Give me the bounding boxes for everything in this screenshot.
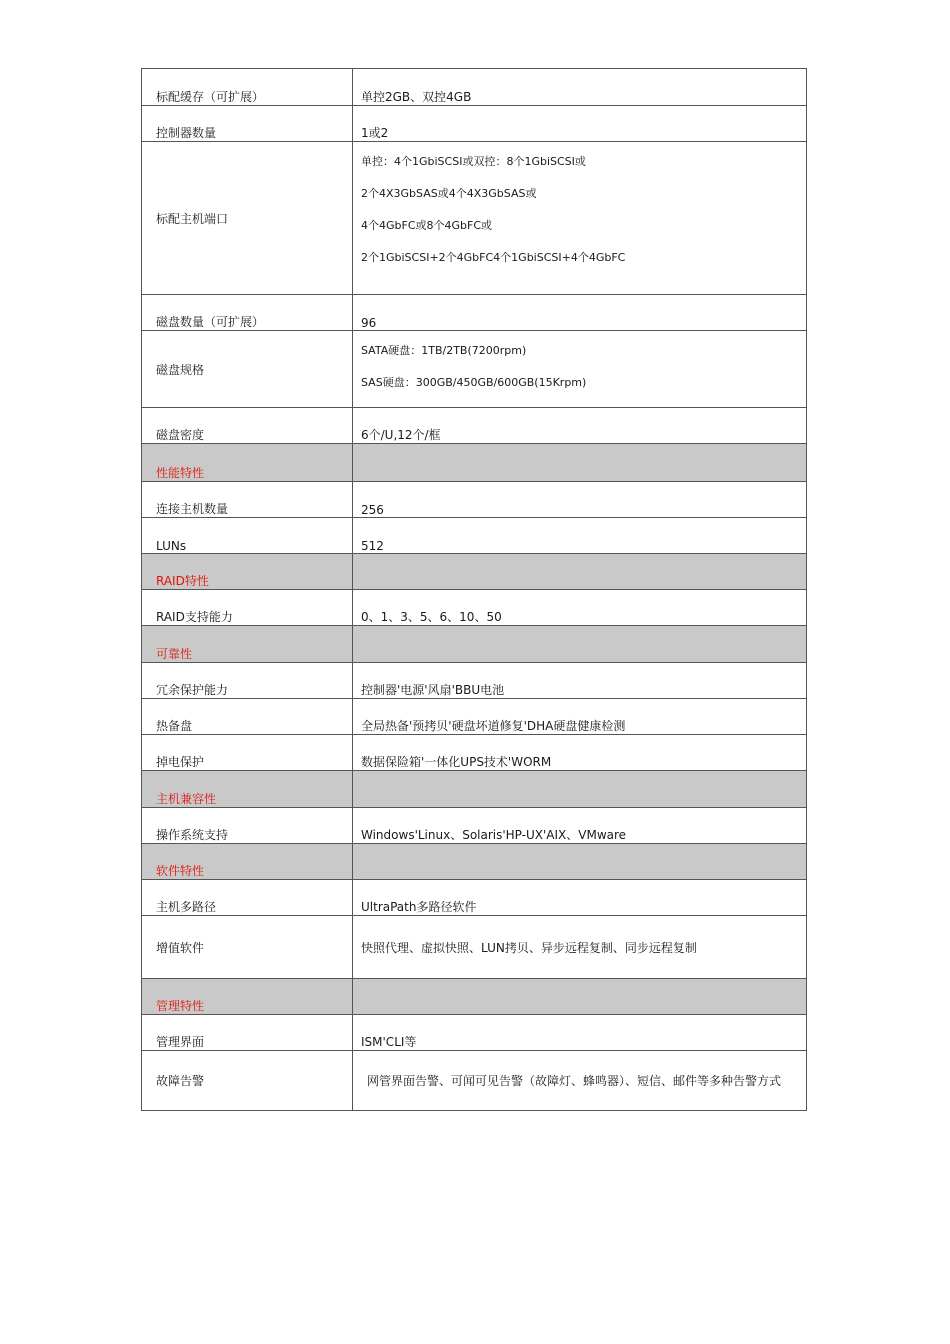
row-value: 6个/U,12个/框 <box>353 408 807 444</box>
row-value: ISM'CLI等 <box>353 1015 807 1051</box>
table-row <box>142 880 807 916</box>
table-row <box>142 1015 807 1051</box>
row-value: 512 <box>353 518 807 554</box>
row-label: 控制器数量 <box>142 106 353 142</box>
row-label: 连接主机数量 <box>142 482 353 518</box>
section-header-row <box>142 444 807 482</box>
section-header-row <box>142 979 807 1015</box>
row-label: 热备盘 <box>142 699 353 735</box>
spec-table <box>141 68 807 1111</box>
row-label: RAID支持能力 <box>142 590 353 626</box>
row-label: 标配缓存（可扩展） <box>142 69 353 106</box>
value-line: SAS硬盘：300GB/450GB/600GB(15Krpm) <box>361 376 587 389</box>
row-label: LUNs <box>142 518 353 554</box>
table-row <box>142 735 807 771</box>
value-line: 4个4GbFC或8个4GbFC或 <box>361 219 493 232</box>
row-value <box>353 142 807 295</box>
value-line: 2个1GbiSCSI+2个4GbFC4个1GbiSCSI+4个4GbFC <box>361 251 626 264</box>
row-value: 96 <box>353 295 807 331</box>
section-title: 可靠性 <box>142 626 353 663</box>
row-value: 256 <box>353 482 807 518</box>
value-line: SATA硬盘：1TB/2TB(7200rpm) <box>361 344 527 357</box>
section-title: 管理特性 <box>142 979 353 1015</box>
row-value: 全局热备'预拷贝'硬盘坏道修复'DHA硬盘健康检测 <box>353 699 807 735</box>
row-label: 主机多路径 <box>142 880 353 916</box>
value-line: 2个4X3GbSAS或4个4X3GbSAS或 <box>361 187 537 200</box>
table-row <box>142 142 807 295</box>
table-row <box>142 1051 807 1111</box>
table-row <box>142 482 807 518</box>
section-title: 性能特性 <box>142 444 353 482</box>
row-label: 标配主机端口 <box>142 142 353 295</box>
section-title: 主机兼容性 <box>142 771 353 808</box>
table-row <box>142 663 807 699</box>
value-line: 单控：4个1GbiSCSI或双控：8个1GbiSCSI或 <box>361 155 586 168</box>
row-label: 磁盘规格 <box>142 331 353 408</box>
table-row <box>142 106 807 142</box>
row-label: 掉电保护 <box>142 735 353 771</box>
row-label: 操作系统支持 <box>142 808 353 844</box>
section-header-row <box>142 554 807 590</box>
row-value: 数据保险箱'一体化UPS技术'WORM <box>353 735 807 771</box>
row-label: 管理界面 <box>142 1015 353 1051</box>
row-label: 故障告警 <box>142 1051 353 1111</box>
table-row <box>142 590 807 626</box>
row-value: Windows'Linux、Solaris'HP-UX'AIX、VMware <box>353 808 807 844</box>
row-value: 快照代理、虚拟快照、LUN拷贝、异步远程复制、同步远程复制 <box>353 916 807 979</box>
row-label: 磁盘数量（可扩展） <box>142 295 353 331</box>
section-title: 软件特性 <box>142 844 353 880</box>
table-row <box>142 699 807 735</box>
table-row <box>142 408 807 444</box>
section-header-row <box>142 771 807 808</box>
row-label: 增值软件 <box>142 916 353 979</box>
section-title: RAID特性 <box>142 554 353 590</box>
row-value: 网管界面告警、可闻可见告警（故障灯、蜂鸣器）、短信、邮件等多种告警方式 <box>353 1051 807 1111</box>
row-label: 冗余保护能力 <box>142 663 353 699</box>
section-header-row <box>142 844 807 880</box>
row-value: 0、1、3、5、6、10、50 <box>353 590 807 626</box>
row-value: 1或2 <box>353 106 807 142</box>
table-row <box>142 916 807 979</box>
row-label: 磁盘密度 <box>142 408 353 444</box>
table-row <box>142 331 807 408</box>
table-row <box>142 518 807 554</box>
row-value <box>353 331 807 408</box>
table-row <box>142 69 807 106</box>
section-header-row <box>142 626 807 663</box>
table-row <box>142 808 807 844</box>
row-value: 控制器'电源'风扇'BBU电池 <box>353 663 807 699</box>
row-value: 单控2GB、双控4GB <box>353 69 807 106</box>
row-value: UltraPath多路径软件 <box>353 880 807 916</box>
table-row <box>142 295 807 331</box>
